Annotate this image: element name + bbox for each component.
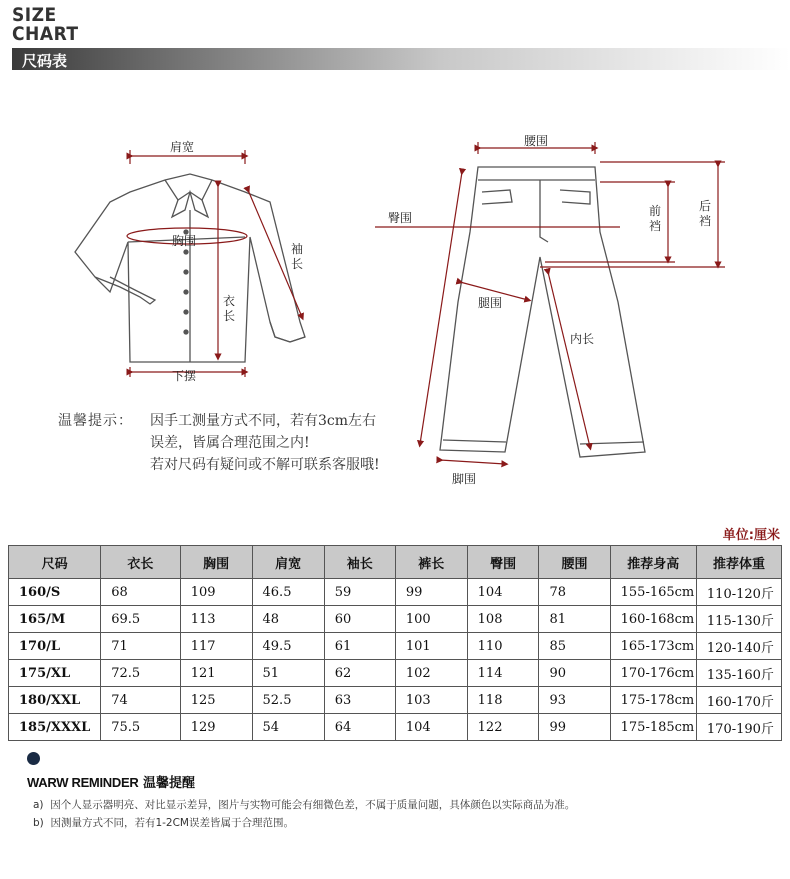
col-weight: 推荐体重 [696, 546, 781, 579]
table-cell: 99 [395, 579, 467, 606]
col-pants-length: 裤长 [395, 546, 467, 579]
table-cell: 49.5 [252, 633, 324, 660]
header-bar [12, 48, 790, 70]
table-cell: 170-190斤 [696, 714, 781, 741]
col-chest: 胸围 [180, 546, 252, 579]
table-cell: 110-120斤 [696, 579, 781, 606]
measurement-tips [58, 410, 380, 476]
table-cell: 170-176cm [610, 660, 696, 687]
size-table [8, 545, 782, 741]
table-cell: 160-170斤 [696, 687, 781, 714]
table-cell: 54 [252, 714, 324, 741]
table-cell: 46.5 [252, 579, 324, 606]
label-thigh: 腿围 [478, 296, 503, 310]
reminder-bullet-icon [27, 752, 40, 765]
table-cell: 60 [324, 606, 395, 633]
table-row [9, 579, 782, 606]
table-cell: 68 [101, 579, 181, 606]
table-cell: 175/XL [9, 660, 101, 687]
table-cell: 69.5 [101, 606, 181, 633]
reminder-title: WARW REMINDER 温馨提醒 [27, 775, 195, 791]
table-cell: 102 [395, 660, 467, 687]
table-cell: 74 [101, 687, 181, 714]
table-cell: 125 [180, 687, 252, 714]
table-cell: 115-130斤 [696, 606, 781, 633]
pants-measure-lines [375, 142, 725, 464]
table-cell: 99 [539, 714, 610, 741]
size-chart-title: SIZE CHART [12, 4, 79, 45]
table-cell: 104 [395, 714, 467, 741]
table-cell: 160/S [9, 579, 101, 606]
label-shoulder: 肩宽 [170, 140, 195, 154]
table-cell: 165-173cm [610, 633, 696, 660]
table-cell: 100 [395, 606, 467, 633]
col-waist: 腰围 [539, 546, 610, 579]
table-cell: 114 [467, 660, 539, 687]
measurement-diagram [0, 72, 790, 502]
table-header-row [9, 546, 782, 579]
table-cell: 63 [324, 687, 395, 714]
table-row [9, 687, 782, 714]
table-cell: 75.5 [101, 714, 181, 741]
table-cell: 62 [324, 660, 395, 687]
table-cell: 122 [467, 714, 539, 741]
table-cell: 135-160斤 [696, 660, 781, 687]
table-row [9, 714, 782, 741]
table-cell: 85 [539, 633, 610, 660]
table-cell: 93 [539, 687, 610, 714]
label-length: 衣长 [222, 294, 235, 323]
tips-line1: 因手工测量方式不同，若有3cm左右 [150, 413, 377, 429]
table-cell: 59 [324, 579, 395, 606]
table-cell: 101 [395, 633, 467, 660]
table-cell: 61 [324, 633, 395, 660]
table-cell: 113 [180, 606, 252, 633]
shirt-drawing [75, 174, 305, 362]
table-cell: 52.5 [252, 687, 324, 714]
table-cell: 120-140斤 [696, 633, 781, 660]
table-cell: 121 [180, 660, 252, 687]
table-cell: 117 [180, 633, 252, 660]
table-row [9, 606, 782, 633]
label-hip: 臀围 [388, 211, 413, 225]
col-height: 推荐身高 [610, 546, 696, 579]
col-length: 衣长 [101, 546, 181, 579]
table-cell: 175-178cm [610, 687, 696, 714]
table-cell: 170/L [9, 633, 101, 660]
table-row [9, 633, 782, 660]
label-waist: 腰围 [524, 134, 549, 148]
label-inseam: 内长 [570, 332, 595, 346]
table-cell: 48 [252, 606, 324, 633]
table-row [9, 660, 782, 687]
label-front-rise: 前裆 [648, 204, 661, 233]
tips-line3: 若对尺码有疑问或不解可联系客服哦! [150, 457, 380, 473]
table-cell: 104 [467, 579, 539, 606]
pants-drawing [440, 167, 645, 457]
table-cell: 165/M [9, 606, 101, 633]
tips-line2: 误差，皆属合理范围之内! [150, 435, 310, 451]
col-size: 尺码 [9, 546, 101, 579]
header-subtitle: 尺码表 [22, 52, 68, 70]
label-hem: 下摆 [172, 369, 197, 383]
unit-label: 单位:厘米 [722, 528, 780, 543]
table-cell: 51 [252, 660, 324, 687]
table-cell: 64 [324, 714, 395, 741]
table-cell: 78 [539, 579, 610, 606]
table-cell: 109 [180, 579, 252, 606]
table-cell: 118 [467, 687, 539, 714]
col-hip: 臀围 [467, 546, 539, 579]
label-sleeve: 袖长 [290, 242, 303, 271]
label-chest: 胸围 [172, 234, 197, 248]
table-cell: 110 [467, 633, 539, 660]
col-shoulder: 肩宽 [252, 546, 324, 579]
table-cell: 175-185cm [610, 714, 696, 741]
table-cell: 155-165cm [610, 579, 696, 606]
table-cell: 103 [395, 687, 467, 714]
col-sleeve: 袖长 [324, 546, 395, 579]
table-cell: 129 [180, 714, 252, 741]
table-cell: 90 [539, 660, 610, 687]
table-cell: 108 [467, 606, 539, 633]
tips-head: 温馨提示： [58, 413, 133, 429]
reminder-item: b) 因测量方式不同，若有1-2CM误差皆属于合理范围。 [33, 817, 294, 829]
label-leg-opening: 脚围 [452, 472, 477, 486]
table-cell: 185/XXXL [9, 714, 101, 741]
table-cell: 81 [539, 606, 610, 633]
label-back-rise: 后裆 [698, 199, 711, 228]
table-cell: 180/XXL [9, 687, 101, 714]
reminder-item: a) 因个人显示器明亮、对比显示差异，图片与实物可能会有细微色差，不属于质量问题，具体颜色以实际商品为准。 [33, 799, 576, 811]
table-cell: 160-168cm [610, 606, 696, 633]
table-cell: 71 [101, 633, 181, 660]
table-cell: 72.5 [101, 660, 181, 687]
